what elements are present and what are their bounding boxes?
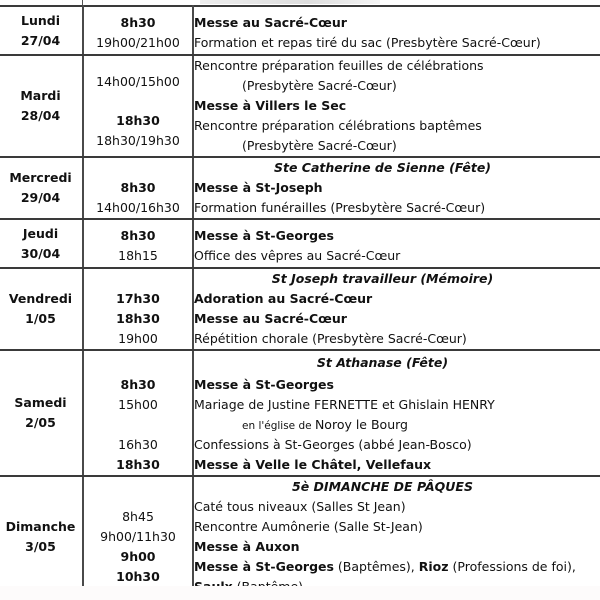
events-cell [193, 55, 600, 157]
feast-day-heading: St Joseph travailleur (Mémoire) [271, 271, 494, 286]
day-name: Jeudi [22, 225, 59, 241]
day-name: Vendredi [8, 291, 73, 306]
event-entry: Rencontre Aumônerie (Salle St-Jean) [194, 519, 423, 534]
day-date: 3/05 [25, 539, 56, 554]
event-entry: Office des vêpres au Sacré-Cœur [194, 247, 401, 263]
event-entry: Caté tous niveaux (Salles St Jean) [194, 499, 406, 514]
cropped-header-fragment [200, 0, 380, 4]
time-entry: 19h00/21h00 [96, 34, 180, 50]
times-cell [83, 157, 193, 219]
event-segment: (Professions de foi), [448, 559, 576, 574]
event-entry: Formation et repas tiré du sac (Presbytère Sacré-Cœur) [194, 34, 541, 50]
time-spacer [84, 415, 192, 435]
event-entry: Messe à Villers le Sec [194, 98, 347, 113]
events-cell [193, 6, 600, 55]
event-entry: Messe à St-Georges [194, 227, 334, 243]
event-entry: Confessions à St-Georges (abbé Jean-Bosco) [194, 437, 472, 452]
day-row-vendredi [0, 268, 600, 350]
time-entry: 17h30 [116, 290, 160, 306]
day-cell [0, 157, 83, 219]
event-segment: (Baptêmes), [333, 559, 419, 574]
event-entry: Messe à Velle le Châtel, Vellefaux [194, 457, 432, 472]
time-entry: 19h00 [118, 330, 158, 346]
day-date: 29/04 [20, 190, 61, 205]
feast-day-heading: Ste Catherine de Sienne (Fête) [273, 160, 492, 175]
day-name: Dimanche [5, 519, 76, 534]
day-cell [0, 6, 83, 55]
time-entry: 18h30 [116, 112, 160, 128]
events-cell [193, 219, 600, 268]
event-entry: Mariage de Justine FERNETTE et Ghislain HENRY [194, 397, 495, 412]
day-cell [0, 55, 83, 157]
time-spacer [84, 353, 192, 375]
day-row-samedi [0, 350, 600, 476]
time-entry: 8h30 [120, 179, 156, 195]
location-prefix: en l'église de [242, 420, 312, 432]
times-cell [83, 6, 193, 55]
event-entry: (Presbytère Sacré-Cœur) [242, 138, 397, 153]
day-date: 2/05 [25, 415, 56, 430]
day-date: 27/04 [20, 32, 61, 48]
time-spacer [84, 62, 192, 72]
time-entry: 15h00 [118, 397, 158, 412]
time-spacer [84, 92, 192, 111]
time-entry: 8h30 [120, 14, 156, 30]
time-entry: 18h30 [116, 310, 160, 326]
time-entry: 8h30 [120, 377, 156, 392]
times-cell [83, 476, 193, 598]
event-entry: Répétition chorale (Presbytère Sacré-Cœur) [194, 331, 467, 346]
events-cell [193, 476, 600, 598]
times-cell [83, 350, 193, 476]
time-entry: 8h45 [122, 508, 154, 524]
event-segment: Rioz [418, 559, 449, 574]
time-entry: 16h30 [118, 437, 158, 452]
event-entry: Rencontre préparation célébrations baptêmes [194, 118, 482, 133]
event-entry: Messe à St-Joseph [194, 180, 323, 195]
event-entry: Formation funérailles (Presbytère Sacré-Cœur) [194, 200, 486, 215]
feast-day-heading: St Athanase (Fête) [316, 355, 449, 370]
event-entry: Messe au Sacré-Cœur [194, 311, 347, 326]
time-spacer [84, 159, 192, 178]
time-entry: 10h30 [116, 568, 160, 584]
events-cell [193, 268, 600, 350]
day-row-dimanche [0, 476, 600, 598]
times-cell [83, 219, 193, 268]
times-cell [83, 268, 193, 350]
day-cell [0, 476, 83, 598]
day-cell [0, 268, 83, 350]
time-entry: 8h30 [120, 227, 156, 243]
day-row-mercredi [0, 157, 600, 219]
event-entry-mixed [194, 557, 600, 577]
event-entry: Messe à St-Georges [194, 377, 334, 392]
page-margin [0, 586, 600, 600]
time-spacer [84, 488, 192, 507]
day-date: 30/04 [20, 245, 61, 261]
events-cell [193, 157, 600, 219]
day-row-lundi [0, 6, 600, 55]
day-name: Mardi [20, 88, 61, 103]
event-entry: Messe au Sacré-Cœur [194, 14, 347, 30]
times-cell [83, 55, 193, 157]
time-entry: 14h00/15h00 [96, 73, 180, 89]
location-name: Noroy le Bourg [314, 417, 408, 432]
event-segment: Messe à St-Georges [194, 559, 334, 574]
time-entry: 9h00/11h30 [100, 528, 176, 544]
time-entry: 9h00 [120, 548, 156, 564]
event-entry: (Presbytère Sacré-Cœur) [242, 78, 397, 93]
day-cell [0, 219, 83, 268]
day-date: 28/04 [20, 108, 61, 123]
event-entry: Adoration au Sacré-Cœur [194, 291, 373, 306]
day-row-jeudi [0, 219, 600, 268]
time-entry: 14h00/16h30 [96, 199, 180, 215]
time-spacer [84, 270, 192, 289]
events-cell [193, 350, 600, 476]
day-name: Mercredi [9, 170, 72, 185]
feast-day-heading: 5è DIMANCHE DE PÂQUES [292, 479, 473, 494]
event-entry-location [194, 415, 600, 435]
day-date: 1/05 [25, 311, 56, 326]
day-cell [0, 350, 83, 476]
time-entry: 18h30 [116, 457, 160, 472]
event-entry: Messe à Auxon [194, 539, 300, 554]
time-entry: 18h15 [118, 247, 158, 263]
day-name: Samedi [14, 395, 67, 410]
day-row-mardi [0, 55, 600, 157]
day-name: Lundi [21, 12, 60, 28]
weekly-schedule-table [0, 5, 600, 599]
event-entry: Rencontre préparation feuilles de célébrations [194, 58, 484, 73]
time-entry: 18h30/19h30 [96, 132, 180, 148]
